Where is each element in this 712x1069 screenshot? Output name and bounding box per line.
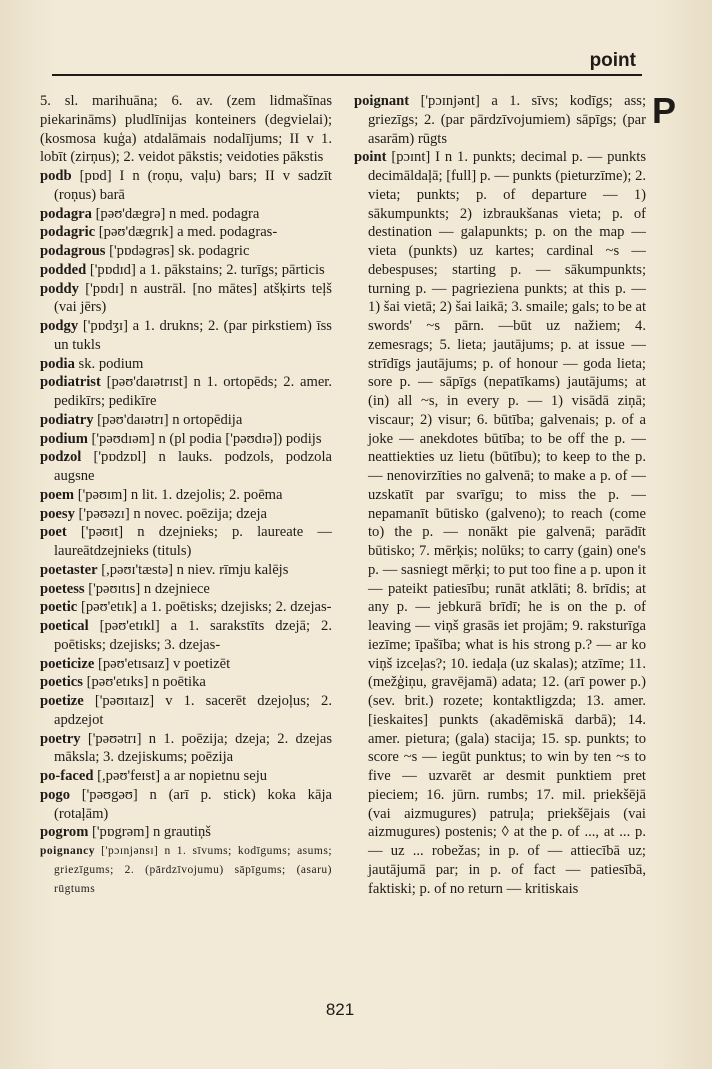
entry-definition: ['pəʊɪtaɪz] v 1. sacerēt dzejoļus; 2. apdzejot — [54, 693, 333, 728]
dictionary-entry — [40, 655, 332, 674]
entry-definition: ['pəʊdɪəm] n (pl podia ['pəʊdɪə]) podijs — [91, 430, 322, 447]
dictionary-entry — [40, 505, 332, 524]
entry-headword: podb — [40, 168, 72, 184]
entry-definition: [pəʊ'etɪk] a 1. poētisks; dzejisks; 2. dzejas- — [80, 599, 332, 616]
entry-headword: po-faced — [40, 768, 94, 784]
entry-definition: [,pəʊ'feɪst] a ar nopietnu seju — [97, 768, 268, 784]
entry-definition: [pəʊ'daɪətrɪst] n 1. ortopēds; 2. amer. pedikīrs; pedikīre — [54, 374, 332, 409]
dictionary-entry — [354, 148, 646, 898]
dictionary-entry — [40, 242, 332, 261]
entry-definition: [pəʊ'dægrɪk] a med. podagras- — [98, 224, 278, 241]
entry-definition: ['pɒdʒɪ] a 1. drukns; 2. (par pirkstiem) īss un tukls — [54, 318, 332, 353]
entry-headword: poetry — [40, 730, 81, 747]
entry-headword: poet — [40, 524, 67, 541]
entry-headword: poem — [40, 486, 75, 503]
entry-definition: ['pɒdɪ] n austrāl. [no mātes] atšķirts teļš (vai jērs) — [54, 280, 332, 316]
entry-headword: pogrom — [40, 824, 89, 841]
dictionary-entry — [40, 448, 332, 486]
entry-definition: [pəʊ'daɪətrɪ] n ortopēdija — [97, 411, 243, 428]
entry-headword: podgy — [40, 318, 79, 334]
entry-headword: poetaster — [40, 561, 98, 578]
dictionary-entry — [40, 92, 332, 167]
dictionary-entry — [40, 580, 332, 599]
dictionary-entry — [40, 373, 332, 411]
dictionary-entry — [40, 842, 332, 898]
dictionary-entry — [40, 523, 332, 561]
dictionary-entry — [40, 823, 332, 842]
entry-headword: podium — [40, 430, 88, 447]
dictionary-entry — [40, 355, 332, 374]
entry-headword: poetic — [40, 599, 78, 616]
entry-definition: ['pɒdəgrəs] sk. podagric — [109, 243, 250, 259]
entry-definition: [pəʊ'dægrə] n med. podagra — [95, 205, 260, 222]
dictionary-entry — [40, 617, 332, 655]
entry-headword: podagrous — [40, 243, 106, 259]
entry-definition: [pɒd] I n (roņu, vaļu) bars; II v sadzīt (roņus) barā — [54, 168, 332, 203]
entry-definition: ['pɒdzɒl] n lauks. podzols, podzola augsne — [54, 449, 332, 484]
dictionary-entry — [40, 280, 332, 318]
dictionary-entry — [40, 430, 332, 449]
dictionary-entry — [40, 561, 332, 580]
entry-definition: 5. sl. marihuāna; 6. av. (zem lidmašīnas piekarināms) pludlīnijas konteiners (degvielai); (kosmosa kuģa) atdalāmais nodalījums; II v 1. lobīt (zirņus); 2. veidot pākstis; veidoties pākstis — [40, 93, 332, 166]
entry-headword: poddy — [40, 280, 79, 297]
entry-definition: ['pɔɪnjənt] a 1. sīvs; kodīgs; ass; griezīgs; 2. (par pārdzīvojumiem) sāpīgs; (par asarām) rūgts — [368, 93, 646, 147]
entry-headword: poetize — [40, 693, 84, 709]
entry-definition: ['pəʊɪt] n dzejnieks; p. laureate — laureātdzejnieks (tituls) — [54, 524, 332, 559]
entry-definition: ['pəʊətrɪ] n 1. poēzija; dzeja; 2. dzejas māksla; 3. dzejiskums; poēzija — [54, 730, 332, 766]
entry-headword: podzol — [40, 449, 82, 466]
entry-headword: pogo — [40, 786, 71, 803]
dictionary-entry — [40, 767, 332, 786]
entry-definition: ['pɒgrəm] n grautiņš — [92, 824, 211, 841]
entry-headword: poetics — [40, 674, 83, 691]
dictionary-entry — [40, 223, 332, 242]
dictionary-entry — [40, 205, 332, 224]
entry-headword: poignant — [354, 93, 410, 109]
dictionary-entry — [40, 692, 332, 730]
entry-definition: [pəʊ'etɪks] n poētika — [86, 674, 206, 691]
entry-headword: podiatry — [40, 411, 94, 428]
dictionary-entry — [40, 317, 332, 355]
entry-definition: [pɔɪnt] I n 1. punkts; decimal p. — punkts decimāldaļā; [full] p. — punkts (pieturzīme); 2. vieta; punkts; p. of departure — 1) sākumpunkts; 2) izbraukšanas vieta; p. of destination — galapunkts; p. on the map — vieta (punkts) uz kartes; cardinal ~s — debespuses; starting p. — sākumpunkts; turning p. — pagrieziena punkts; at this p. — 1) šai vietā; 2) šai laikā; 3. smaile; gals; to be at swords' ~s pārn. —būt uz nažiem; 4. zemesrags; 5. lieta; jautājums; p. at issue — strīdīgs jautājums; p. of honour — goda lieta; sore p. — sāpīgs (nepatīkams) jautājums; at (in) all ~s, in every p. — 1) visādā ziņā; viscaur; 2) visur; 6. būtība; galvenais; p. of a joke — anekdotes būtība; to be off the p. — neattiekties uz lietu (būtību); to keep to the p. — nenovirzīties no galvenā; to make a p. of — uzskatīt par svarīgu; to miss the p. — nepamanīt būtisko (galveno); to reach (come to) the p. — nonākt pie galvenā; parādīt būtisko; 7. mērķis; nolūks; to carry (gain) one's p. — sasniegt mērķi; to put too fine a p. upon it — pateikt patiesību; runāt atklāti; 8. brīdis; at any p. — jebkurā brīdī; he is on the p. of leaving — viņš grasās iet projām; 9. raksturīga iezīme; īpašība; what is his strong p.? — ar ko viņš izceļas?; 10. iedaļa (uz skalas); atzīme; 11. (mežģiņu, gravējamā) adata; 12. (arī power p.) (sev. brit.) rozete; kontaktligzda; 13. amer. [ieskaites] punkts (akadēmiskā darbā); 14. amer. pietura; (gala) stacija; 15. sp. punkts; to score ~s — iegūt punktus; to win by ten ~s to five — uzvarēt ar desmit punktiem pret pieciem; 16. jūrn. rumbs; 17. mil. priekšējā (vai aizmugures) patruļa; priekšējais (vai aizmugures) postenis; ◊ at the p. of ..., at ... p. — uz ... robežas; in p. of — attiecībā uz; jautājumā par; in p. of fact — patiesībā, faktiski; p. of no return — kritiskais — [368, 149, 647, 897]
thumb-index-letter: P — [652, 90, 677, 131]
left-column — [40, 92, 332, 898]
page-number: 821 — [325, 1000, 355, 1019]
entry-headword: poeticize — [40, 655, 95, 672]
entry-definition: ['pəʊgəʊ] n (arī p. stick) koka kāja (rotaļām) — [54, 786, 332, 822]
entry-headword: podded — [40, 261, 87, 278]
dictionary-entry — [40, 411, 332, 430]
dictionary-entry — [40, 598, 332, 617]
dictionary-entry — [354, 92, 646, 148]
entry-headword: poetical — [40, 618, 89, 634]
entry-headword: poignancy — [40, 845, 95, 857]
entry-definition: ['pɒdɪd] a 1. pākstains; 2. turīgs; pārticis — [89, 261, 325, 278]
entry-headword: point — [354, 149, 387, 166]
entry-definition: ['pəʊəzɪ] n novec. poēzija; dzeja — [78, 505, 268, 522]
entry-definition: [pəʊ'etɪkl] a 1. sarakstīts dzejā; 2. poētisks; dzejisks; 3. dzejas- — [54, 618, 332, 653]
entry-definition: ['pəʊɪtɪs] n dzejniece — [88, 580, 210, 597]
entry-headword: poetess — [40, 580, 85, 597]
dictionary-entry — [40, 730, 332, 768]
running-head — [52, 50, 642, 76]
dictionary-entry — [40, 167, 332, 205]
entry-headword: poesy — [40, 505, 75, 522]
entry-headword: podiatrist — [40, 374, 101, 391]
running-headword: point — [589, 50, 636, 71]
dictionary-entry — [40, 486, 332, 505]
dictionary-entry — [40, 786, 332, 824]
entry-definition: sk. podium — [78, 355, 144, 372]
entry-definition: [pəʊ'etɪsaɪz] v poetizēt — [97, 655, 231, 672]
entry-definition: [,pəʊɪ'tæstə] n niev. rīmju kalējs — [101, 561, 289, 578]
dictionary-entry — [40, 673, 332, 692]
right-column — [354, 92, 646, 898]
entry-headword: podia — [40, 355, 75, 372]
entry-headword: podagra — [40, 205, 92, 222]
entry-definition: ['pəʊɪm] n lit. 1. dzejolis; 2. poēma — [77, 486, 283, 503]
dictionary-entry — [40, 261, 332, 280]
entry-definition: ['pɔɪnjənsɪ] n 1. sīvums; kodīgums; asums; griezīgums; 2. (pārdzīvojumu) sāpīgums; (asaru) rūgtums — [54, 845, 333, 895]
entry-headword: podagric — [40, 224, 96, 241]
